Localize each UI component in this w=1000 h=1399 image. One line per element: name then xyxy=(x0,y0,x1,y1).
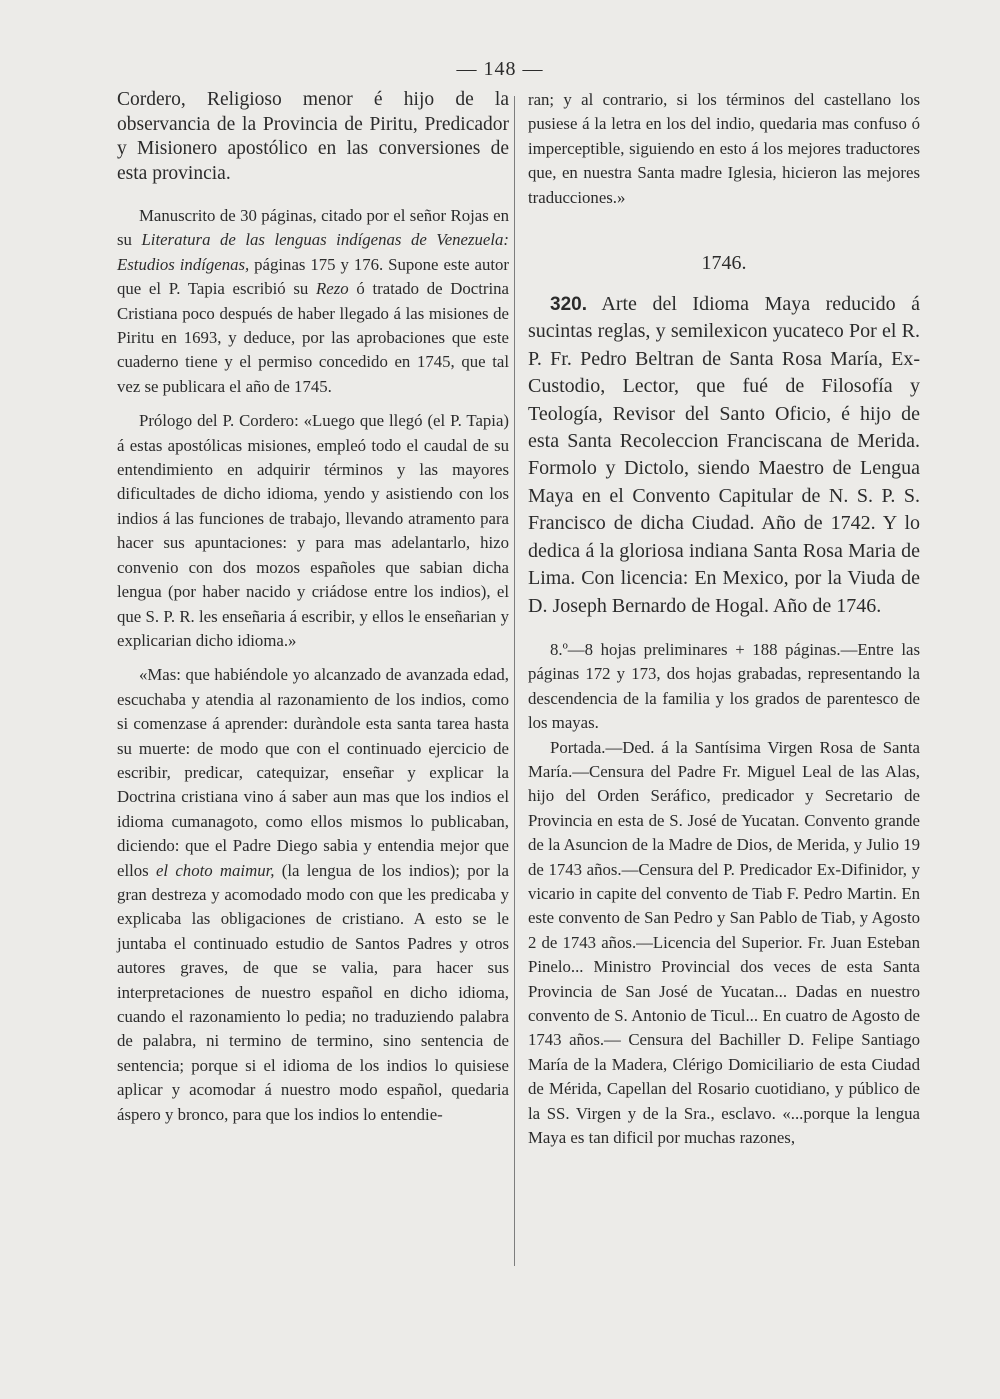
left-p4-text-a: «Mas: que habiéndole yo alcanzado de avanzada edad, escuchaba y atendia al razonamiento de los indios, como si comenzase á aprender: duràndole esta santa tarea hasta su muerte: de modo que con el continuado ejercicio de escribir, predicar, catequizar, enseñar y explicar la Doctrina cristiana vino á saber aun mas que los indios el idioma cumanagoto, como ellos mismos lo publicaban, diciendo: que el Padre Diego sabia y entendia mejor que ellos xyxy=(117,665,509,880)
year-heading: 1746. xyxy=(701,252,747,275)
right-paragraph-3: Portada.—Ded. á la Santísima Virgen Rosa de Santa María.—Censura del Padre Fr. Miguel Leal de las Alas, hijo del Orden Seráfico, predicador y Secretario de Provincia en esta de S. José de Yucatan. Convento grande de la Asuncion de la Madre de Dios, de Merida, y Julio 19 de 1743 años.—Censura del P. Predicador Ex-Difinidor, y vicario in capite del convento de Tiab F. Pedro Martin. En este convento de San Pedro y San Pablo de Tiab, y Agosto 2 de 1743 años.—Licencia del Superior. Fr. Juan Esteban Pinelo... Ministro Provincial dos veces de esta Santa Provincia de San José de Yucatan... Dadas en nuestro convento de S. Antonio de Ticul... En cuatro de Agosto de 1743 años.— Censura del Bachiller D. Felipe Santiago María de la Madera, Clérigo Domiciliario de esta Ciudad de Mérida, Capellan del Rosario cuotidiano, y público de la SS. Virgen y de la Sra., esclavo. «...porque la lengua Maya es tan dificil por muchas razones, xyxy=(528,737,920,1148)
right-paragraph-2: 8.º—8 hojas preliminares + 188 páginas.—Entre las páginas 172 y 173, dos hojas grabadas, representando la descendencia de la familia y los grados de parentesco de los mayas. xyxy=(528,639,920,733)
right-column xyxy=(528,88,920,1150)
left-p2-book-title: Literatura de las lenguas indígenas de Venezuela: Estudios indígenas, xyxy=(117,230,509,274)
left-p2-text-c: ó tratado de Doctrina Cristiana poco después de haber llegado á las misiones de Piritu en 1693, y deduce, por las aprobaciones que este cuaderno tiene y el permiso concedido en 1745, que tal vez se publicara el año de 1745. xyxy=(117,279,509,396)
left-column xyxy=(117,88,509,1127)
column-divider xyxy=(514,96,515,1266)
left-paragraph-2 xyxy=(117,204,509,399)
left-paragraph-4 xyxy=(117,663,509,1127)
left-p2-rezo: Rezo xyxy=(316,279,349,299)
left-paragraph-1: Cordero, Religioso menor é hijo de la observancia de la Provincia de Piritu, Predicador y Misionero apostólico en las conversiones de esta provincia. xyxy=(117,89,509,184)
entry-number: 320. xyxy=(550,294,587,316)
page-number: — 148 — xyxy=(456,58,544,80)
left-paragraph-3: Prólogo del P. Cordero: «Luego que llegó (el P. Tapia) á estas apostólicas misiones, empleó todo el caudal de su entendimiento en adquirir términos y las mayores dificultades de dicho idioma, yendo y asistiendo con los indios á las funciones de trabajo, llevando atramento para hacer sus apuntaciones: y para mas adelantarlo, hizo convenio con dos mozos españoles que sabian dicha lengua (por haber nacido y criádose entre los indios), el que S. P. R. les enseñaria á escribir, y ellos le enseñarian y explicarian dicho idioma.» xyxy=(117,411,509,650)
entry-320 xyxy=(528,291,920,620)
left-p2-text-a: Manuscrito de 30 páginas, citado por el señor Rojas en su xyxy=(117,206,509,250)
left-p2-text-b: páginas 175 y 176. Supone este autor que el P. Tapia escribió su xyxy=(117,254,509,299)
left-p4-phrase: el choto maimur, xyxy=(155,860,275,880)
left-p4-text-b: (la lengua de los indios); por la gran destreza y acomodado modo con que les predicaba y explicaba las obligaciones de cristiano. A esto se le juntaba el continuado estudio de Santos Padres y otros autores graves, de que se valia, para hacer sus interpretaciones de nuestro español en dicho idioma, cuando el razonamiento lo pedia; no traduziendo palabra de palabra, ni termino de termino, sino sentencia de sentencia; porque si el idioma de los indios lo quisiese aplicar y acomodar á nuestro modo español, quedaria áspero y bronco, para que los indios lo entendie- xyxy=(117,860,509,1124)
right-paragraph-1: ran; y al contrario, si los términos del castellano los pusiese á la letra en los del indio, quedaria mas confuso ó imperceptible, siguiendo en esto á los mejores traductores que, en nuestra Santa madre Iglesia, hicieron las mejores traducciones.» xyxy=(528,90,920,207)
entry-title-text: Arte del Idioma Maya reducido á sucintas reglas, y semilexicon yucateco Por el R. P. Fr. Pedro Beltran de Santa Rosa María, Ex-Custodio, Lector, que fué de Filosofía y Teología, Revisor del Santo Oficio, é hijo de esta Santa Recoleccion Franciscana de Merida. Formolo y Dictolo, siendo Maestro de Lengua Maya en el Convento Capitular de N. S. P. S. Francisco de dicha Ciudad. Año de 1742. Y lo dedica á la gloriosa indiana Santa Rosa Maria de Lima. Con licencia: En Mexico, por la Viuda de D. Joseph Bernardo de Hogal. Año de 1746. xyxy=(528,293,920,617)
